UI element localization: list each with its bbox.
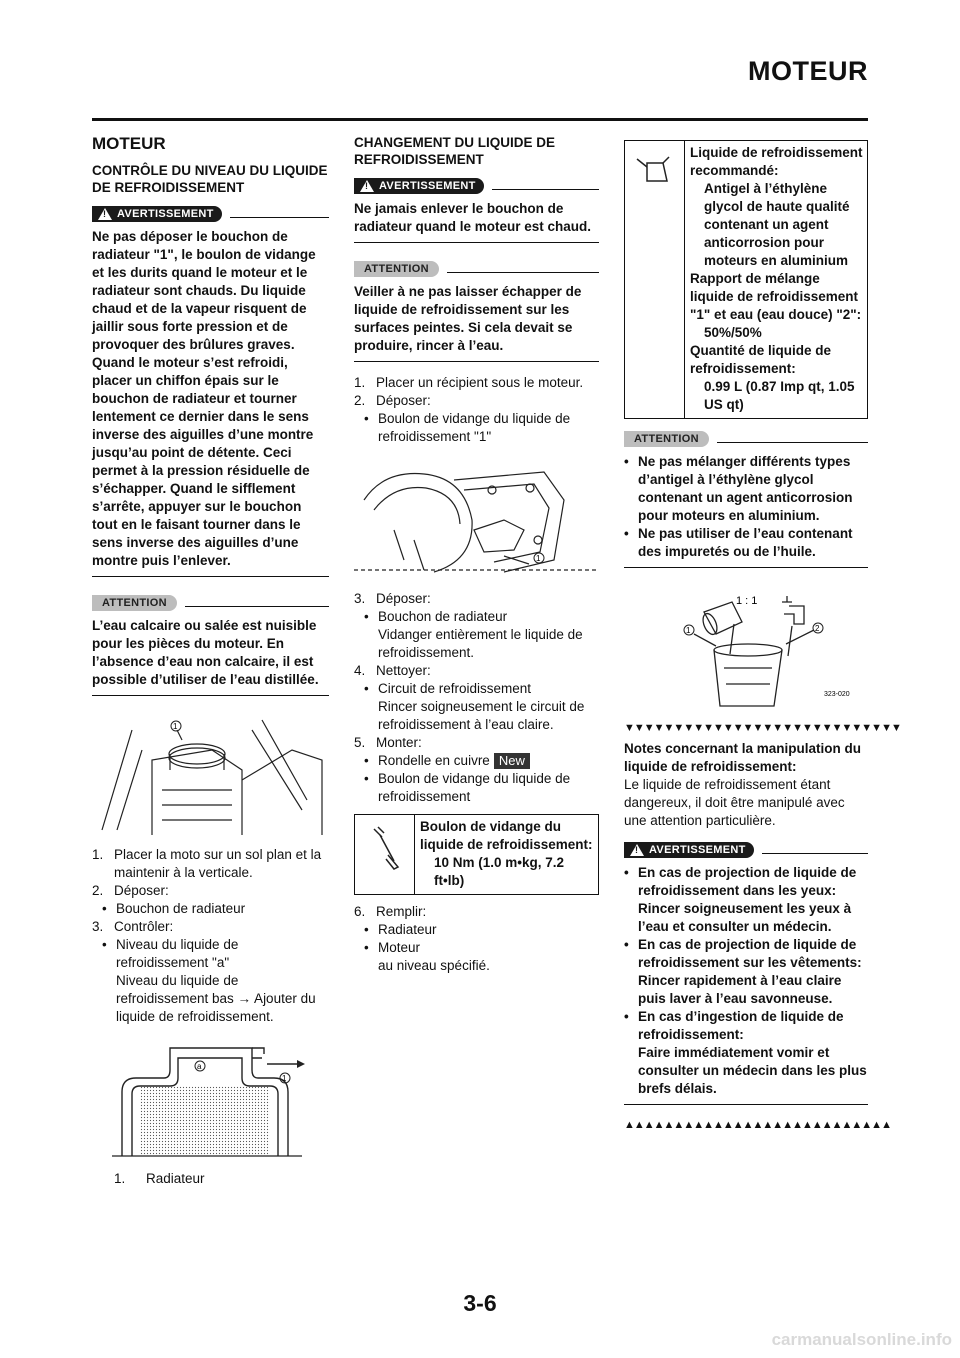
steps-fill [354, 903, 599, 975]
attention-badge: ATTENTION [92, 595, 177, 611]
spec-label: Boulon de vidange du liquide de refroidissement: [420, 819, 593, 852]
list-item: • Bouchon de radiateur [102, 901, 246, 916]
watermark: carmanualsonline.info [771, 1330, 952, 1349]
steps-drain-continued [354, 590, 599, 806]
spec-label: Liquide de refroidissement recommandé: [690, 145, 863, 178]
list-item: • Bouchon de radiateur [364, 609, 508, 624]
spec-label: Quantité de liquide de refroidissement: [690, 343, 832, 376]
attention-block [354, 261, 599, 362]
warning-triangle-icon [360, 180, 374, 192]
list-note: Vidanger entièrement le liquide de refroidissement. [378, 627, 583, 660]
list-item: • Moteur [364, 940, 421, 955]
warning-triangle-icon [98, 208, 112, 220]
figure-callout-1: 1 [173, 722, 178, 731]
section-end-marker: ▲▲▲▲▲▲▲▲▲▲▲▲▲▲▲▲▲▲▲▲▲▲▲▲▲▲▲ [624, 1119, 891, 1131]
section-start-marker: ▼▼▼▼▼▼▼▼▼▼▼▼▼▼▼▼▼▼▼▼▼▼▼▼▼▼▼▼ [624, 722, 901, 734]
subsection-heading: CHANGEMENT DU LIQUIDE DE REFROIDISSEMENT [354, 135, 556, 167]
torque-wrench-icon [370, 825, 400, 871]
warning-text: Ne pas déposer le bouchon de radiateur "1", le boulon de vidange et les durits quand le moteur et le radiateur sont chauds. Du liquide chaud et de la vapeur risquent de jaillir sous forte pression et de provoquer des brûlures graves. Quand le moteur s’est refroidi, placer un chiffon épais sur le bouchon de radiateur et tourner lentement ce dernier dans le sens inverse des aiguilles d’une montre jusqu’au point de détente. Ceci permet à la pression résiduelle de s’échapper. Quand le sifflement s’arrête, appuyer sur le bouchon tout en le faisant tourner dans le sens inverse des aiguilles d’une montre puis l’enlever. [92, 228, 329, 577]
list-item: • Radiateur [364, 922, 437, 937]
spec-value: Antigel à l’éthylène glycol de haute qualité contenant un agent anticorrosion pour moteurs en aluminium [704, 181, 850, 268]
list-item: • Circuit de refroidissement [364, 681, 532, 696]
list-item: 2. Déposer: [92, 883, 169, 898]
list-item: 1. Placer un récipient sous le moteur. [354, 375, 584, 390]
warning-badge: ! AVERTISSEMENT [354, 178, 484, 194]
warning-badge: ! AVERTISSEMENT [92, 206, 222, 222]
attention-block [624, 431, 868, 568]
column-left [92, 130, 329, 1188]
warning-text: Ne jamais enlever le bouchon de radiateur quand le moteur est chaud. [354, 200, 599, 243]
oil-can-icon [635, 151, 675, 185]
figure-callout-a: a [197, 1062, 202, 1071]
warning-block [354, 178, 599, 243]
list-item: 6. Remplir: [354, 904, 427, 919]
warning-block [624, 842, 868, 1105]
notes-body: Le liquide de refroidissement étant dangereux, il doit être manipulé avec une attention particulière. [624, 777, 845, 828]
page-header-title: MOTEUR [748, 56, 868, 86]
list-item: • Niveau du liquide de refroidissement "a" [102, 937, 239, 970]
figure-callout-1: 1 [536, 554, 541, 563]
attention-badge: ATTENTION [354, 261, 439, 277]
list-item: • Rondelle en cuivre New [364, 752, 599, 770]
warning-block [92, 206, 329, 577]
column-right [624, 140, 901, 1131]
list-note: Rincer soigneusement le circuit de refroidissement à l’eau claire. [378, 699, 585, 732]
torque-spec-box [354, 814, 599, 895]
column-middle [354, 130, 599, 975]
list-item: 2. Déposer: [354, 393, 431, 408]
attention-text: • Ne pas mélanger différents types d’antigel à l’éthylène glycol contenant un agent anticorrosion pour moteurs en aluminium. • Ne pas utiliser de l’eau contenant des impuretés ou de l’huile. [624, 453, 868, 568]
list-note: au niveau spécifié. [378, 958, 490, 973]
figure-coolant-level [92, 1044, 329, 1164]
figure-caption: 1. Radiateur [114, 1171, 205, 1186]
list-note: Niveau du liquide de refroidissement bas → Ajouter du liquide de refroidissement. [116, 973, 316, 1024]
figure-code: 323-020 [824, 691, 850, 698]
warning-text: • En cas de projection de liquide de refroidissement dans les yeux: Rincer soigneusement les yeux à l’eau et consulter un médecin. • En cas de projection de liquide de refroidissement sur les vêtements: Rincer rapidement à l’eau claire puis laver à l’eau savonneuse. • En cas d’ingestion de liquide de refroidissement: Faire immédiatement vomir et consulter un médecin dans les plus brefs délais. [624, 864, 868, 1105]
attention-badge: ATTENTION [624, 431, 709, 447]
list-item: 1. Placer la moto sur un sol plan et la maintenir à la verticale. [92, 847, 322, 880]
list-item: • Boulon de vidange du liquide de refroidissement [364, 771, 571, 804]
notes-heading: Notes concernant la manipulation du liquide de refroidissement: [624, 741, 862, 774]
subsection-heading: CONTRÔLE DU NIVEAU DU LIQUIDE DE REFROIDISSEMENT [92, 163, 328, 195]
list-item: 5. Monter: [354, 735, 422, 750]
list-item: 3. Déposer: [354, 591, 431, 606]
page-number: 3-6 [463, 1290, 497, 1316]
spec-value: 0.99 L (0.87 Imp qt, 1.05 US qt) [704, 379, 855, 412]
figure-mix-ratio [624, 584, 868, 712]
spec-label: Rapport de mélange liquide de refroidissement "1" et eau (eau douce) "2": [690, 271, 862, 322]
figure-callout-1: 1 [686, 626, 691, 635]
figure-drain-bolt [354, 460, 599, 582]
steps-check [92, 846, 329, 1026]
figure-radiator-cap [92, 710, 329, 838]
spec-value: 50%/50% [704, 325, 762, 340]
attention-block [92, 595, 329, 696]
attention-text: L’eau calcaire ou salée est nuisible pour les pièces du moteur. En l’absence d’eau non calcaire, il est possible d’utiliser de l’eau distillée. [92, 617, 329, 696]
list-item: • Boulon de vidange du liquide de refroidissement "1" [364, 411, 571, 444]
new-part-badge: New [494, 753, 530, 769]
list-item: 4. Nettoyer: [354, 663, 431, 678]
figure-callout-1: 1 [282, 1074, 287, 1083]
figure-callout-2: 2 [815, 624, 820, 633]
section-heading: MOTEUR [92, 134, 166, 153]
warning-triangle-icon [630, 844, 644, 856]
header-rule [92, 118, 868, 121]
spec-value: 10 Nm (1.0 m•kg, 7.2 ft•lb) [434, 855, 565, 888]
warning-badge: ! AVERTISSEMENT [624, 842, 754, 858]
list-item: 3. Contrôler: [92, 919, 174, 934]
figure-ratio-label: 1 : 1 [736, 595, 758, 607]
steps-drain [354, 374, 599, 446]
attention-text: Veiller à ne pas laisser échapper de liquide de refroidissement sur les surfaces peintes. Si cela devait se produire, rincer à l’eau. [354, 283, 599, 362]
coolant-spec-box [624, 140, 868, 419]
